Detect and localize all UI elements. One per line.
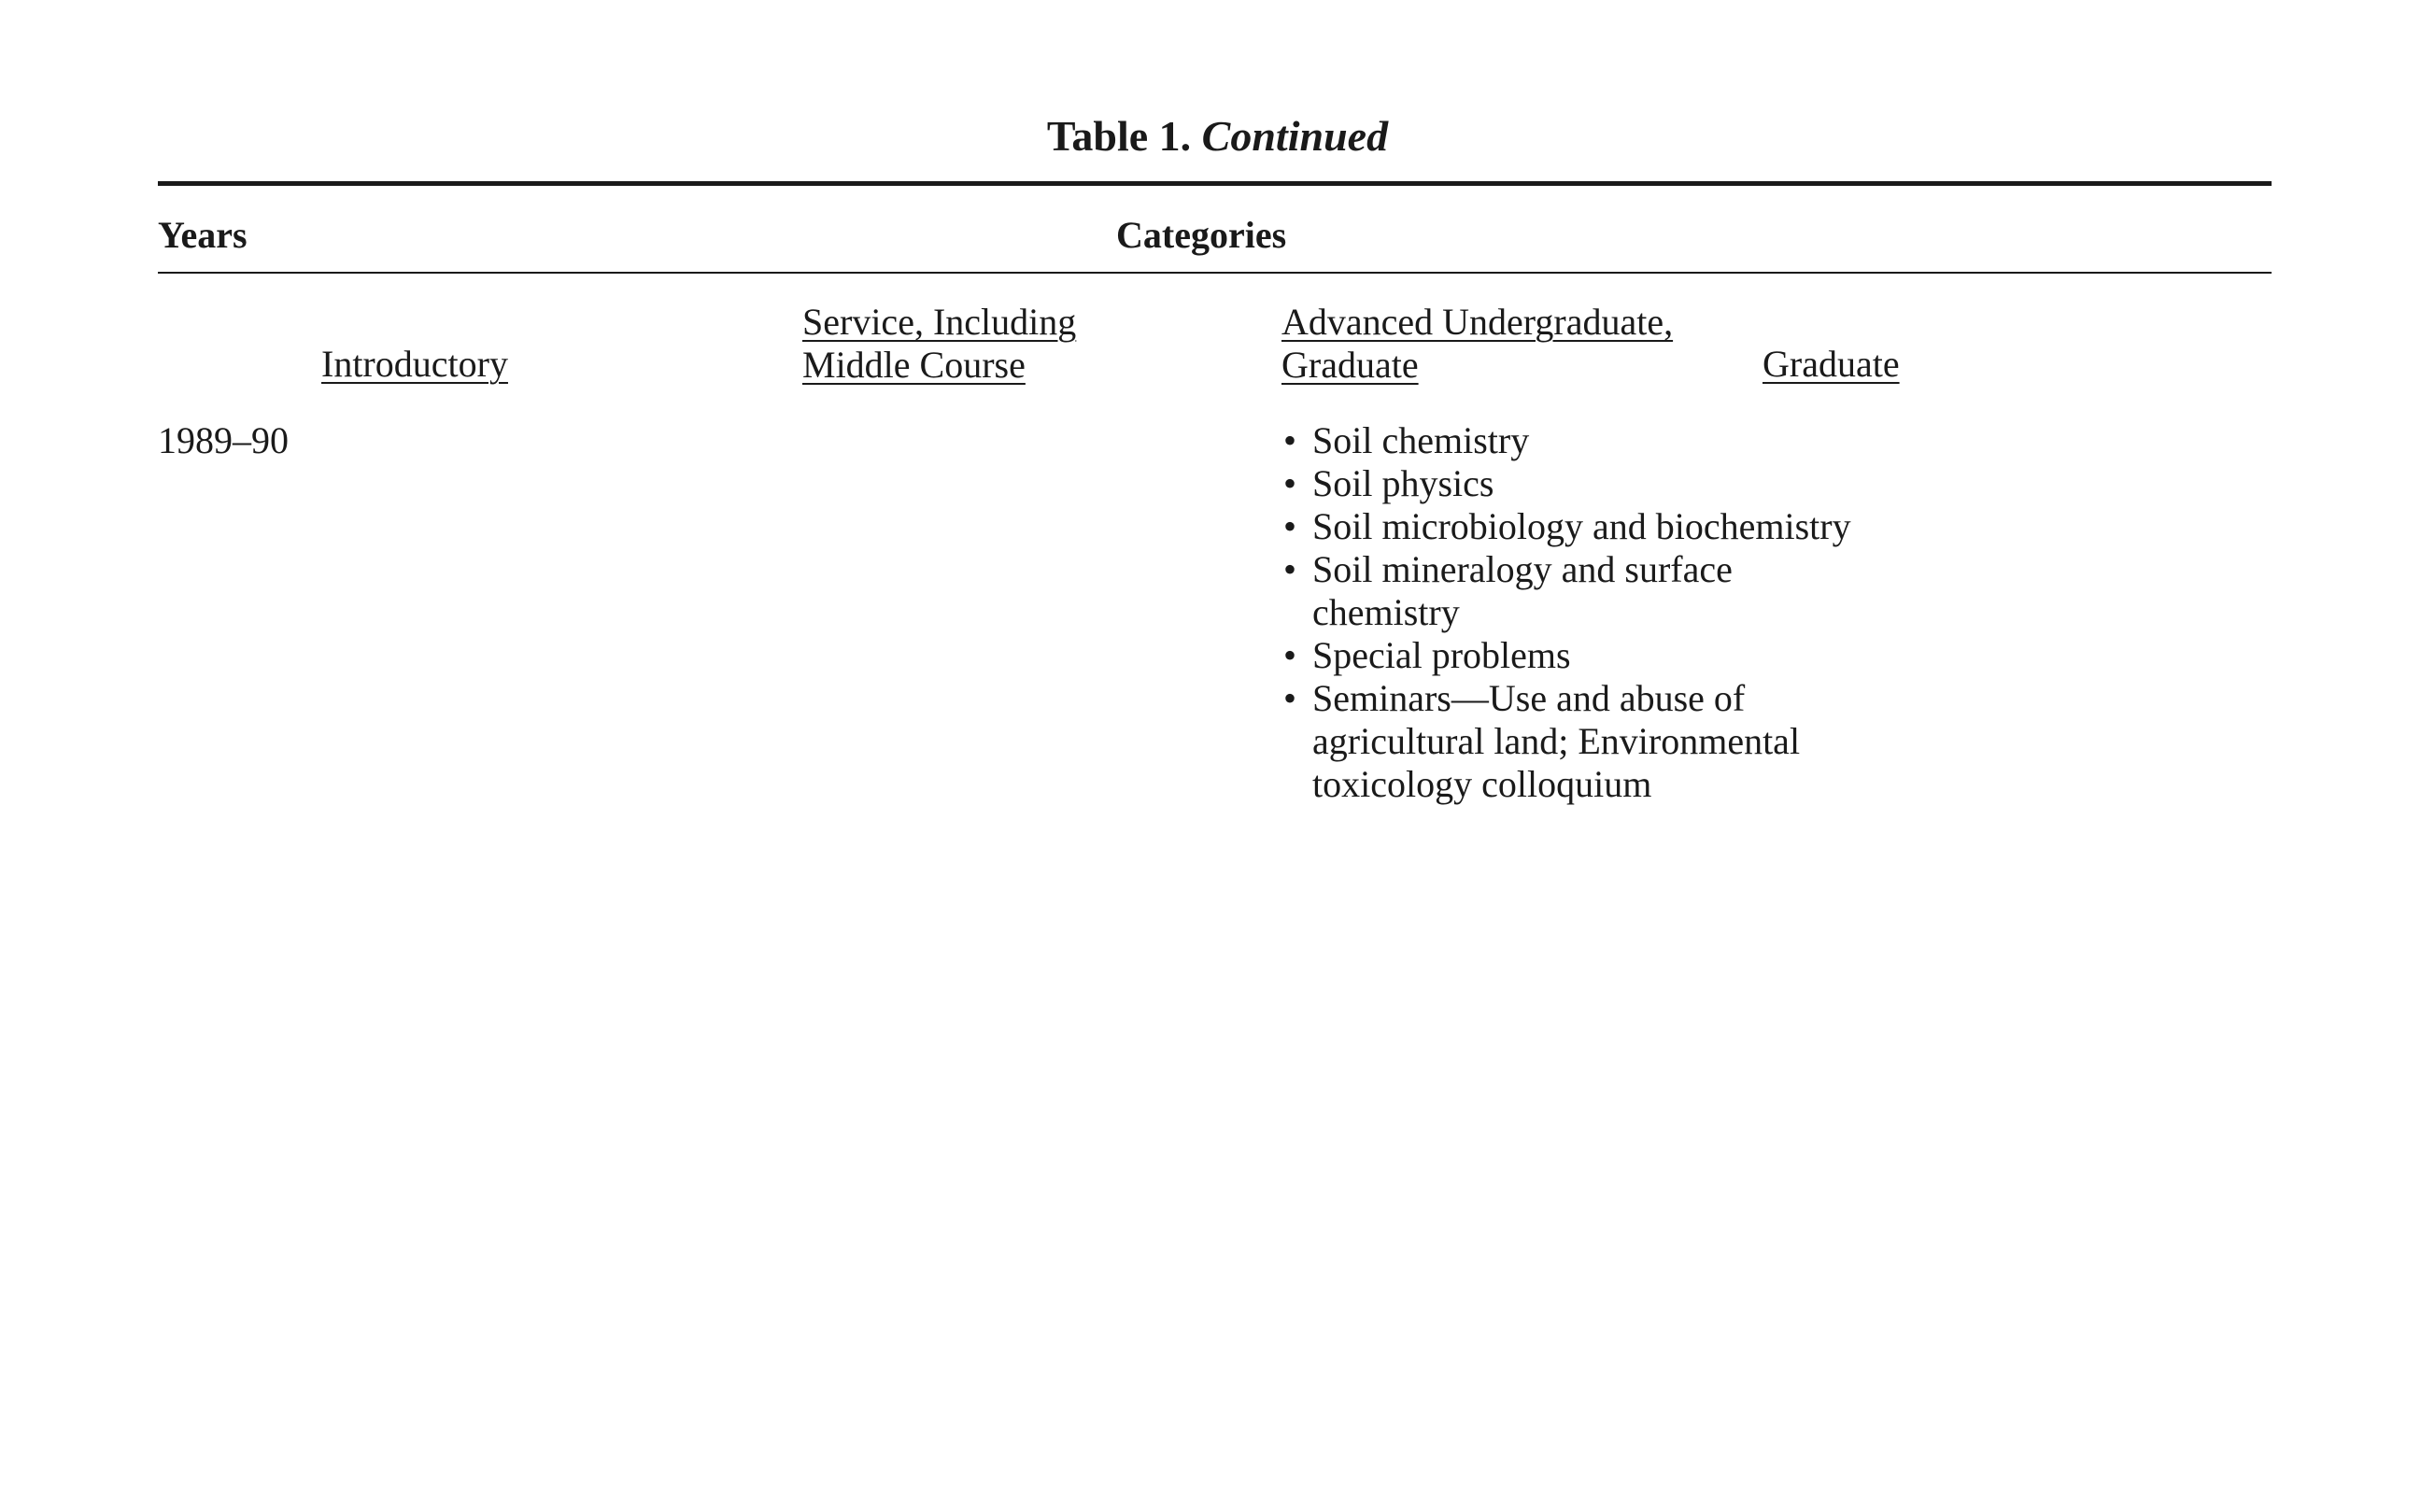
bullet-icon: • — [1283, 548, 1297, 590]
list-item — [1281, 677, 1879, 806]
categories-header: Categories — [1116, 214, 1287, 256]
list-item — [1281, 505, 1879, 548]
list-item — [1281, 419, 1879, 462]
list-item — [1281, 548, 1879, 634]
column-head-line: Introductory — [321, 343, 508, 385]
list-item-text: Soil mineralogy and surface chemistry — [1312, 548, 1733, 633]
bullet-icon: • — [1283, 419, 1297, 461]
column-head-line: Graduate — [1281, 344, 1419, 386]
bullet-icon: • — [1283, 677, 1297, 719]
table-title-label: Table 1. — [1046, 112, 1192, 160]
years-header: Years — [158, 214, 248, 256]
list-item-text: Seminars—Use and abuse of agricultural land; Environmental toxicology colloquium — [1312, 677, 1801, 805]
advanced-course-list — [1281, 419, 1879, 806]
table-title-continued: Continued — [1201, 112, 1389, 160]
header-rule — [158, 272, 2272, 274]
column-head-line: Service, Including — [802, 301, 1077, 343]
table-title — [0, 110, 2435, 163]
list-item-text: Special problems — [1312, 634, 1571, 676]
bullet-icon: • — [1283, 634, 1297, 676]
column-head-line: Middle Course — [802, 344, 1026, 386]
list-item — [1281, 634, 1879, 677]
column-head-line: Graduate — [1763, 343, 1900, 385]
column-head-advanced — [1281, 301, 1673, 387]
list-item-text: Soil physics — [1312, 462, 1494, 504]
list-item-text: Soil microbiology and biochemistry — [1312, 505, 1851, 547]
column-head-introductory — [321, 343, 508, 386]
column-head-service — [802, 301, 1076, 387]
bullet-icon: • — [1283, 505, 1297, 547]
column-head-graduate — [1763, 343, 1900, 386]
list-item — [1281, 462, 1879, 505]
top-rule — [158, 181, 2272, 186]
list-item-text: Soil chemistry — [1312, 419, 1530, 461]
row-year: 1989–90 — [158, 419, 289, 461]
column-head-line: Advanced Undergraduate, — [1281, 301, 1674, 343]
bullet-icon: • — [1283, 462, 1297, 504]
